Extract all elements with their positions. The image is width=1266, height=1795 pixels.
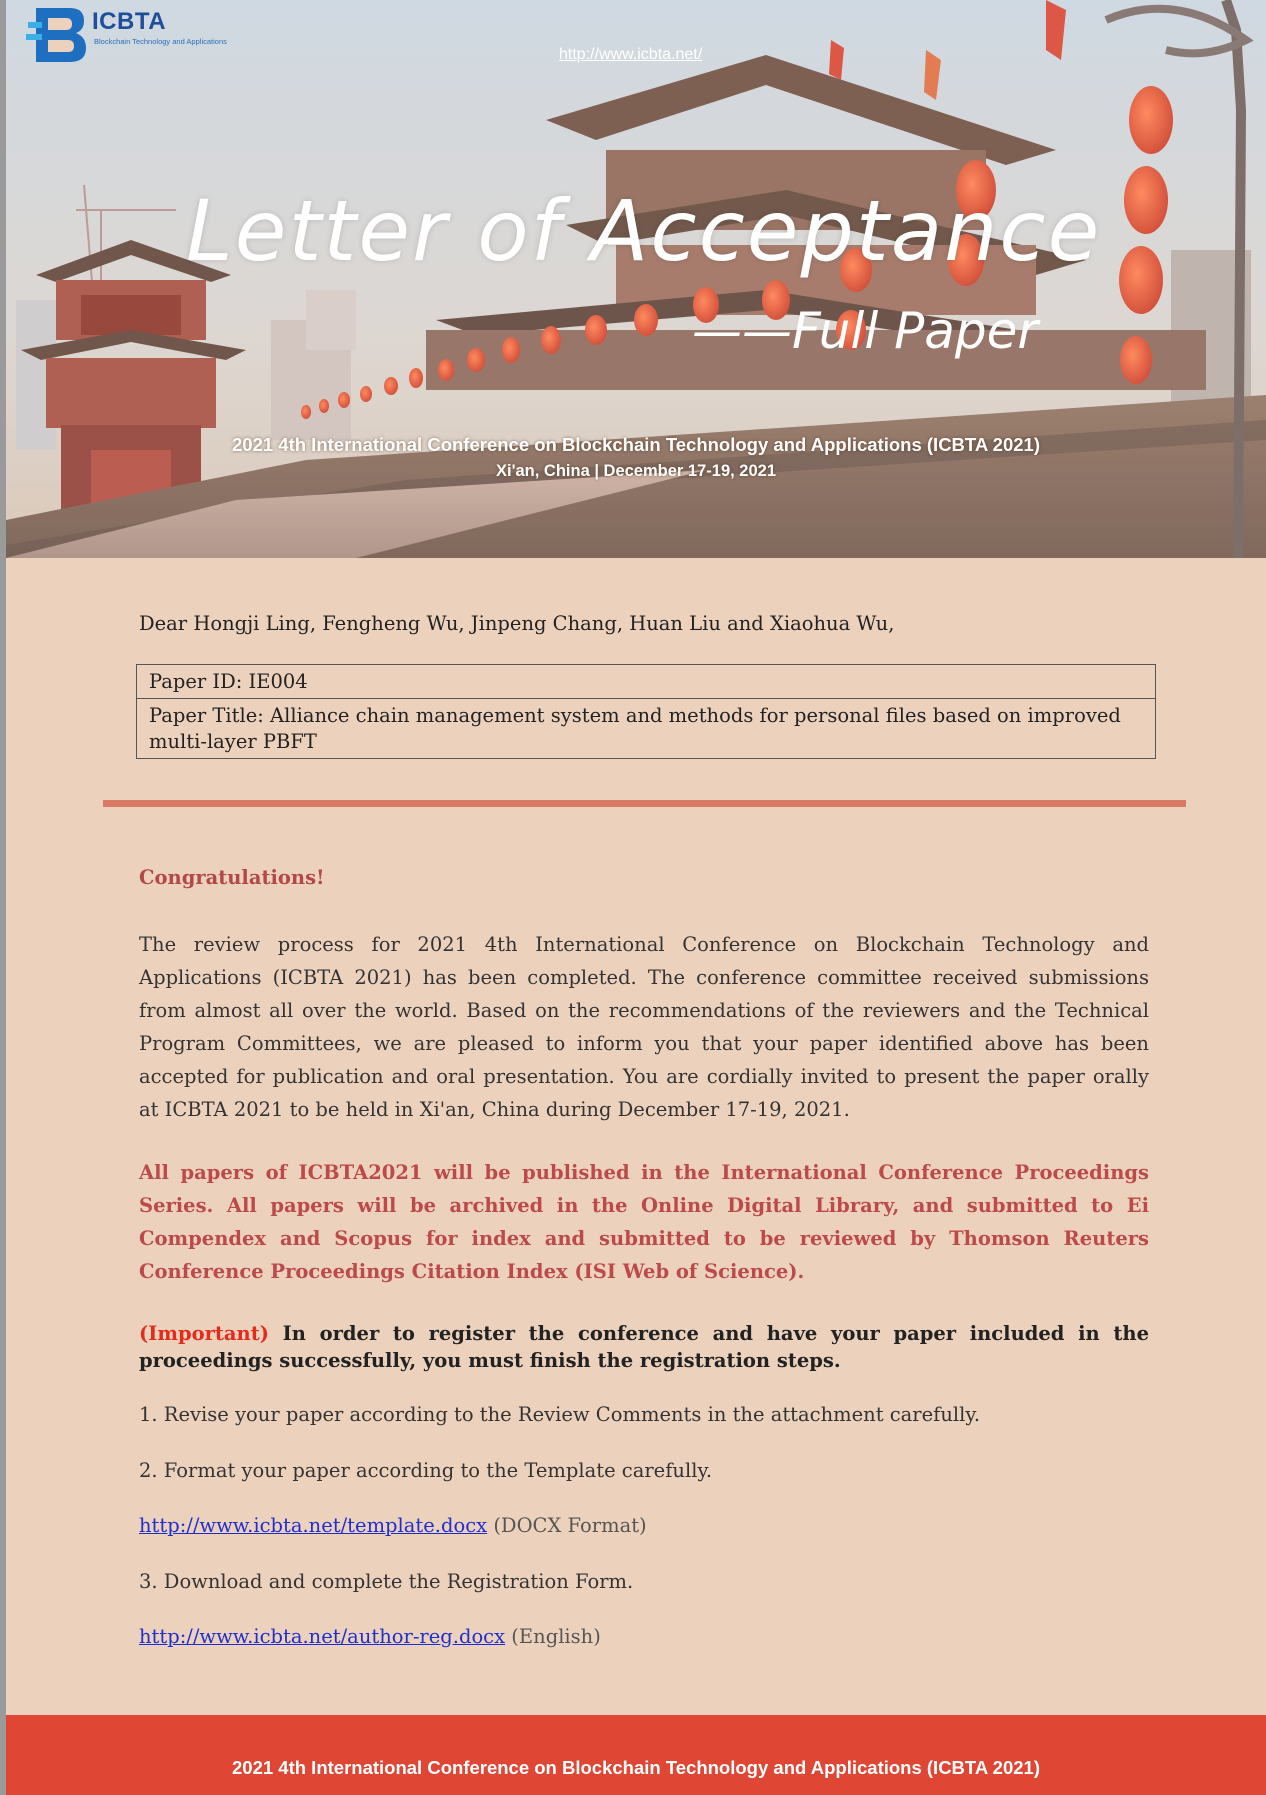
header-banner: [6, 0, 1266, 558]
registration-link-row: [139, 1625, 601, 1648]
logo-subtitle: Blockchain Technology and Applications: [94, 37, 227, 46]
template-format-note: (DOCX Format): [487, 1514, 647, 1537]
section-divider: [103, 800, 1186, 807]
icbta-logo: [26, 4, 256, 68]
blockchain-b-logo-icon: [26, 4, 88, 66]
important-text: In order to register the conference and have your paper included in the proceedings successfully, you must finish the registration steps.: [139, 1322, 1149, 1372]
step-1: 1. Revise your paper according to the Review Comments in the attachment carefully.: [139, 1403, 981, 1426]
publication-paragraph: All papers of ICBTA2021 will be published in the International Conference Proceedings Series. All papers will be archived in the Online Digital Library, and submitted to Ei Compendex and Scopus for index and submitted to be reviewed by Thomson Reuters Conference Proceedings Citation Index (ISI Web of Science).: [139, 1161, 1149, 1283]
logo-text: ICBTA: [92, 8, 167, 35]
review-paragraph: The review process for 2021 4th International Conference on Blockchain Technology and Applications (ICBTA 2021) has been completed. The conference committee received submissions from almost all over the world. Based on the recommendations of the reviewers and the Technical Program Committees, we are pleased to inform you that your paper identified above has been accepted for publication and oral presentation. You are cordially invited to present the paper orally at ICBTA 2021 to be held in Xi'an, China during December 17-19, 2021.: [139, 933, 1149, 1121]
footer-bar: [6, 1715, 1266, 1795]
footer-conference-name: 2021 4th International Conference on Blockchain Technology and Applications (ICBTA 2021): [232, 1757, 1040, 1778]
conference-website-link[interactable]: http://www.icbta.net/: [559, 46, 703, 63]
letter-title: Letter of Acceptance: [186, 182, 1102, 280]
congratulations-heading: Congratulations!: [139, 866, 325, 889]
registration-language-note: (English): [505, 1625, 601, 1648]
salutation: Dear Hongji Ling, Fengheng Wu, Jinpeng Chang, Huan Liu and Xiaohua Wu,: [139, 612, 895, 635]
paper-info-table: [136, 664, 1156, 759]
template-link[interactable]: http://www.icbta.net/template.docx: [139, 1514, 488, 1537]
important-notice: [139, 1320, 1149, 1374]
registration-form-link[interactable]: http://www.icbta.net/author-reg.docx: [139, 1625, 506, 1648]
acceptance-letter-page: [6, 0, 1266, 1795]
step-2: 2. Format your paper according to the Template carefully.: [139, 1459, 713, 1482]
letter-subtitle: ——Full Paper: [692, 302, 1038, 360]
template-link-row: [139, 1514, 647, 1537]
important-tag: (Important): [139, 1322, 269, 1345]
paper-title: Paper Title: Alliance chain management system and methods for personal files based on improved multi-layer PBFT: [137, 698, 1155, 758]
conference-name: 2021 4th International Conference on Blockchain Technology and Applications (ICBTA 2021): [232, 434, 1040, 455]
conference-location-date: Xi'an, China | December 17-19, 2021: [495, 462, 776, 480]
step-3: 3. Download and complete the Registration Form.: [139, 1570, 634, 1593]
paper-id: Paper ID: IE004: [149, 670, 308, 693]
